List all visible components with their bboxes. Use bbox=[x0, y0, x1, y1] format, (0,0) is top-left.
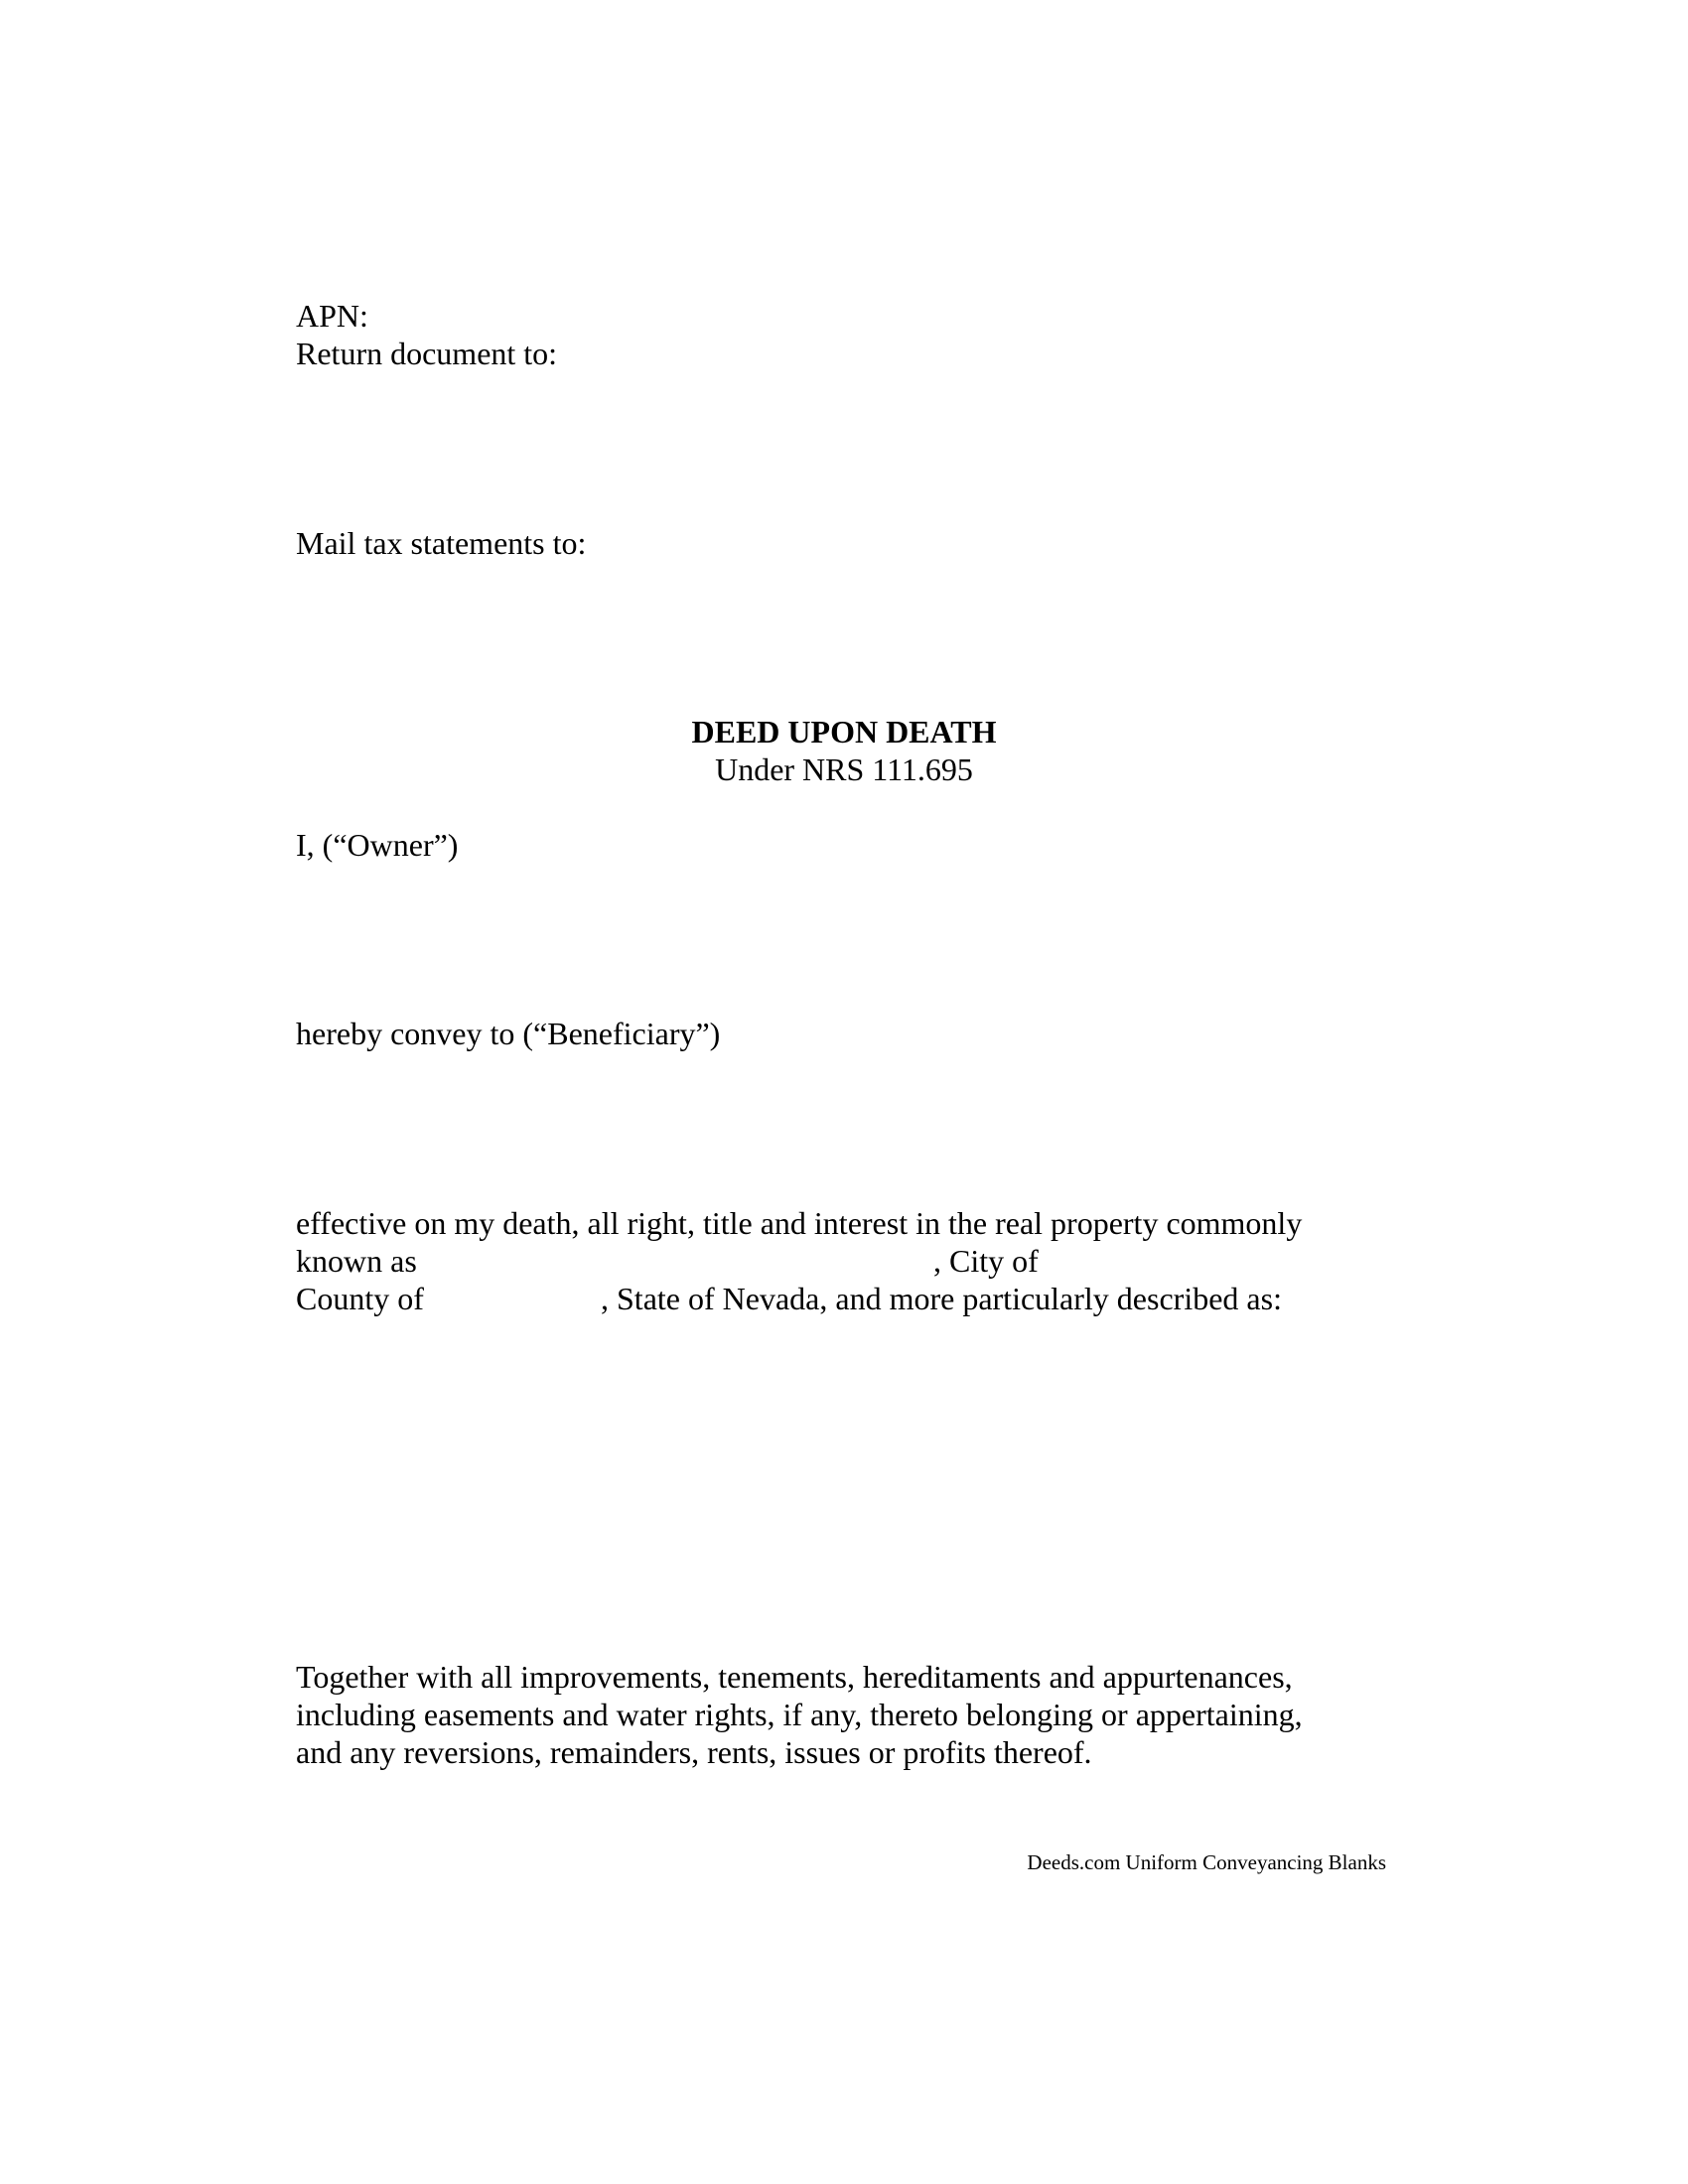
deed-title: DEED UPON DEATH bbox=[691, 714, 997, 750]
county-of-label: County of bbox=[296, 1281, 424, 1316]
mail-tax-statements-label: Mail tax statements to: bbox=[296, 525, 587, 561]
together-line-3: and any reversions, remainders, rents, issues or profits thereof. bbox=[296, 1734, 1092, 1770]
known-as-label: known as bbox=[296, 1243, 417, 1279]
return-document-label: Return document to: bbox=[296, 336, 558, 371]
apn-label: APN: bbox=[296, 298, 368, 334]
deed-subtitle: Under NRS 111.695 bbox=[715, 751, 973, 787]
city-of-label: , City of bbox=[933, 1243, 1039, 1279]
footer-text: Deeds.com Uniform Conveyancing Blanks bbox=[1027, 1850, 1386, 1874]
owner-line: I, (“Owner”) bbox=[296, 827, 459, 863]
together-line-1: Together with all improvements, tenements, hereditaments and appurtenances, bbox=[296, 1659, 1293, 1695]
state-of-nevada-text: , State of Nevada, and more particularly described as: bbox=[601, 1281, 1282, 1316]
together-line-2: including easements and water rights, if any, thereto belonging or appertaining, bbox=[296, 1697, 1303, 1732]
beneficiary-line: hereby convey to (“Beneficiary”) bbox=[296, 1016, 721, 1051]
effective-line: effective on my death, all right, title and interest in the real property commonly bbox=[296, 1205, 1303, 1241]
